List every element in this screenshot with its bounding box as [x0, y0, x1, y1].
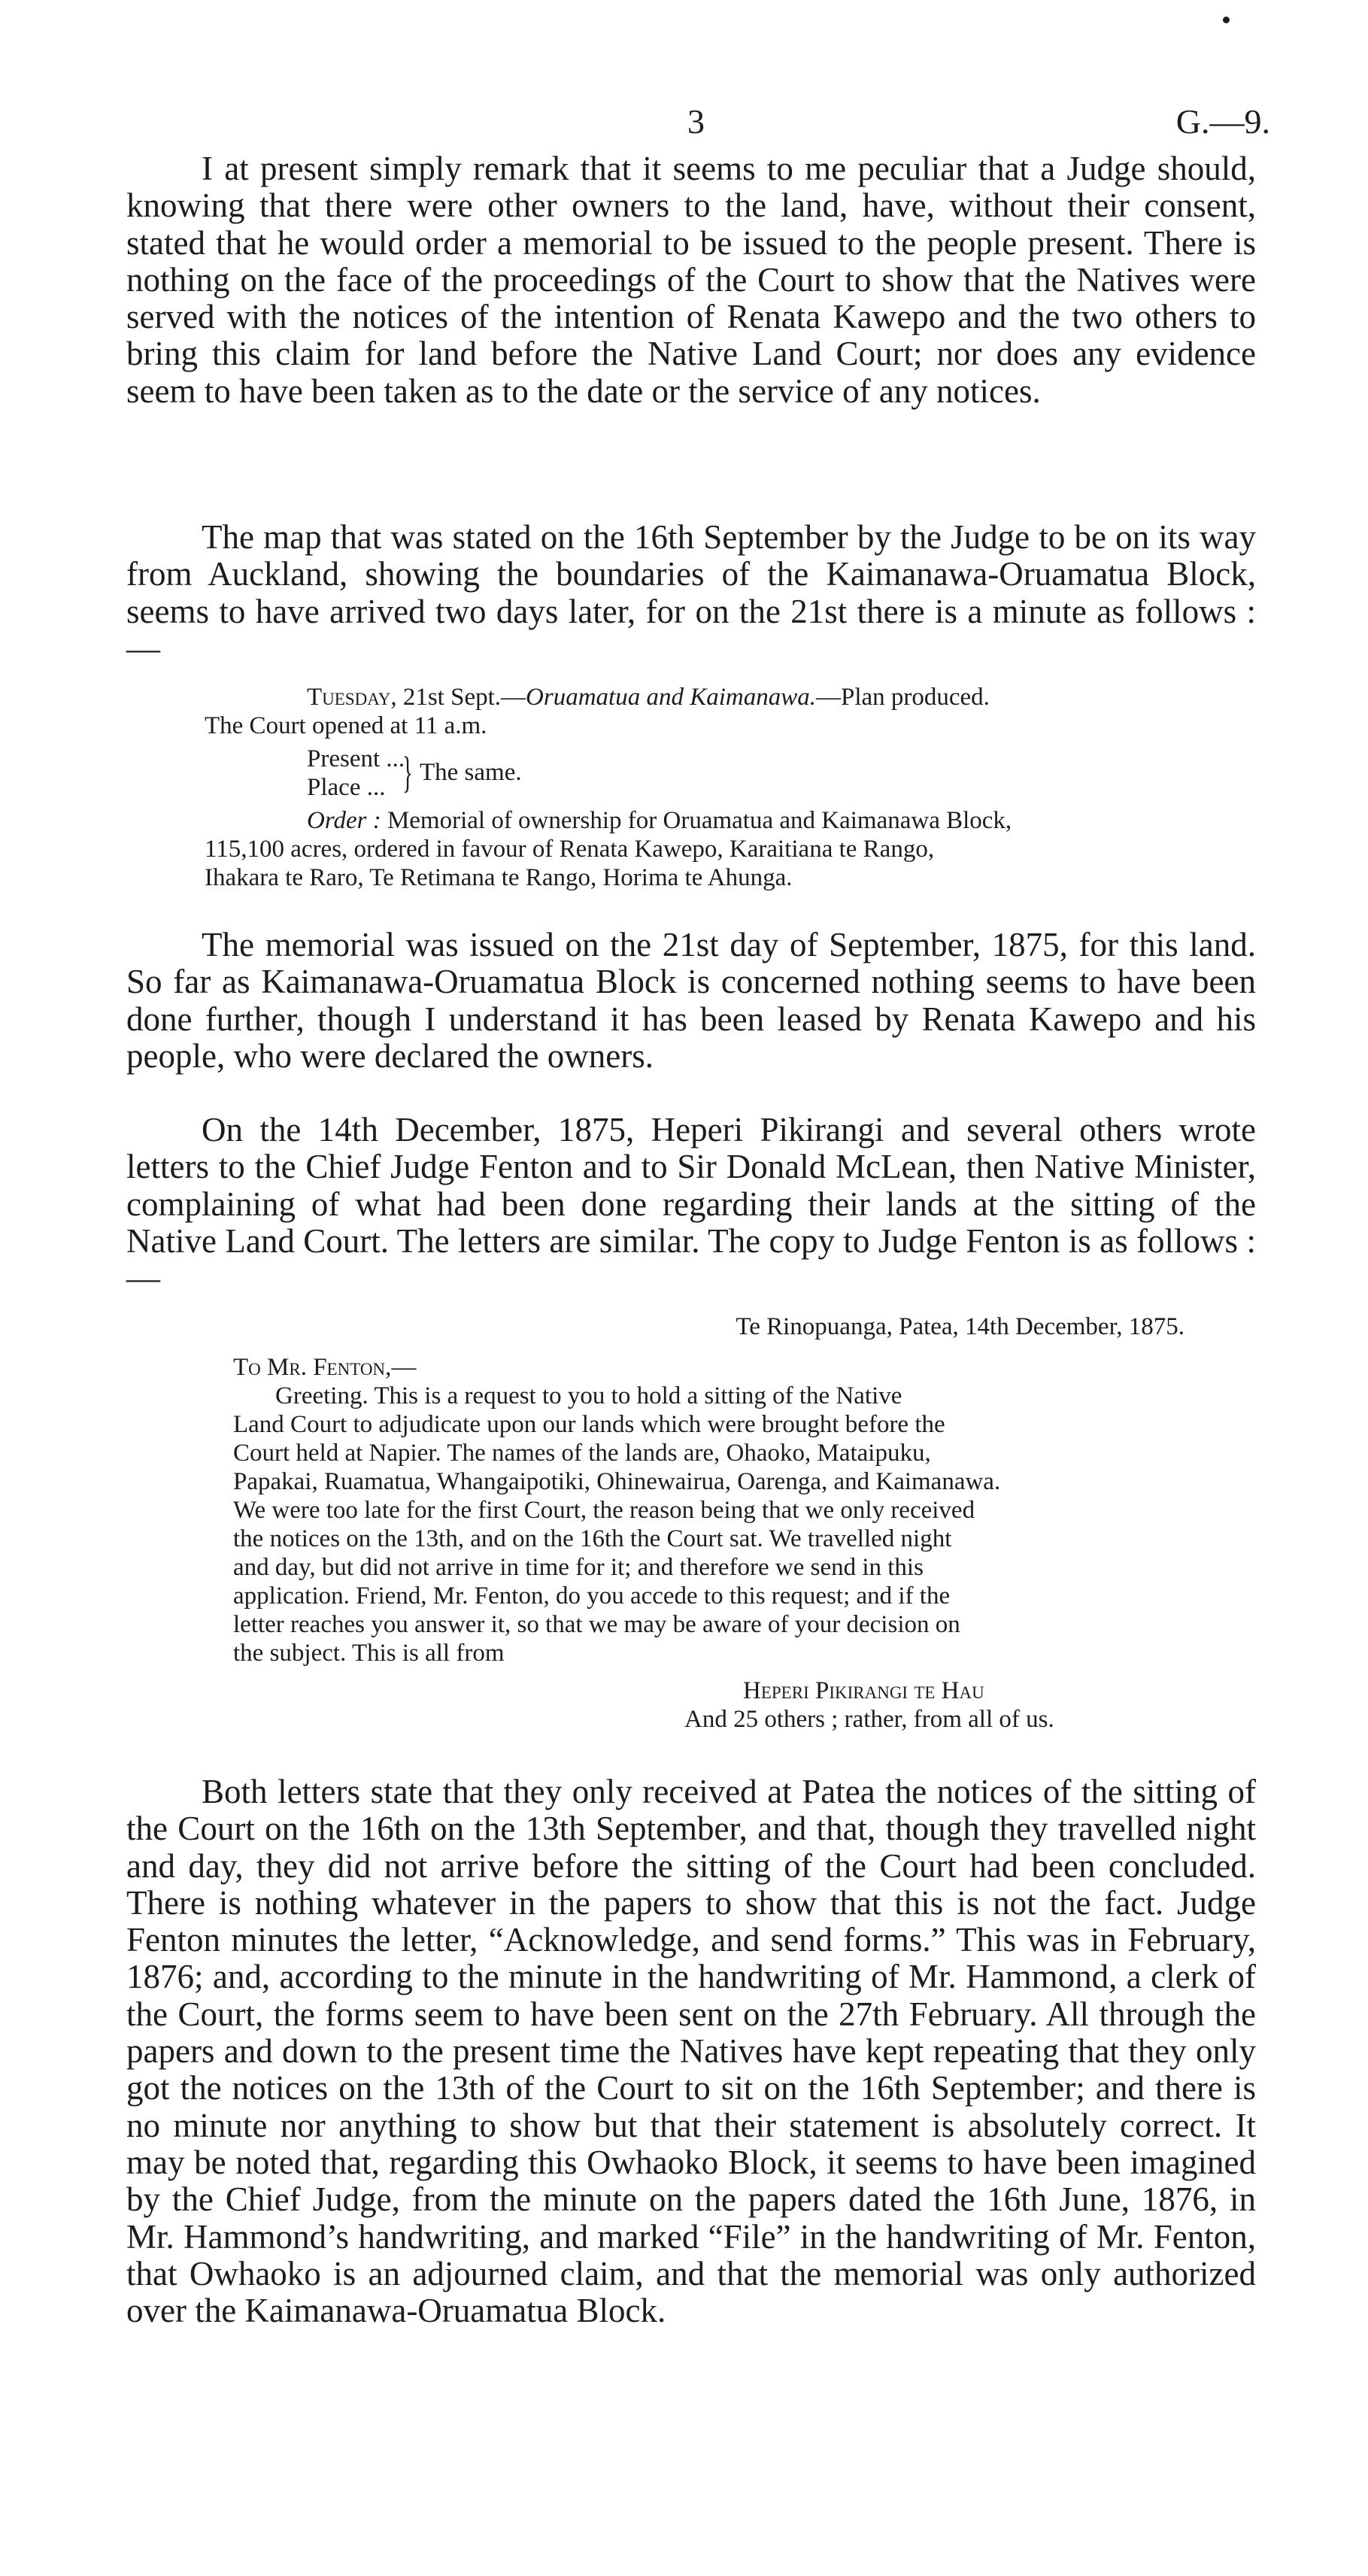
paragraph-4-block: [126, 1112, 1256, 1297]
brace-mark: }: [402, 748, 413, 796]
letter-line: Land Court to adjudicate upon our lands which were brought before the: [233, 1411, 945, 1438]
letter-line: Greeting. This is a request to you to hold a sitting of the Native: [275, 1382, 902, 1409]
paragraph-4: On the 14th December, 1875, Heperi Pikirangi and several others wrote letters to the Chief Judge Fenton and to Sir Donald McLean, then Native Minister, complaining of what had been done regarding their lands at the sitting of the Native Land Court. The letters are similar. The copy to Judge Fenton is as follows :—: [126, 1111, 1256, 1297]
letter-signature: Heperi Pikirangi te Hau: [743, 1677, 984, 1704]
page-number: 3: [687, 102, 705, 141]
minute-day: Tuesday,: [307, 684, 397, 711]
attendance-labels: [307, 745, 405, 802]
minute-attendance: [307, 745, 1254, 802]
order-line-2: 115,100 acres, ordered in favour of Renata Kawepo, Karaitiana te Rango,: [205, 836, 935, 863]
minute-lands: Oruamatua and Kaimanawa.: [526, 684, 816, 711]
letter: [233, 1312, 1256, 1734]
place-label: Place ...: [307, 774, 386, 801]
letter-line: the notices on the 13th, and on the 16th the Court sat. We travelled night: [233, 1525, 952, 1552]
paragraph-2-block: [126, 519, 1256, 667]
paragraph-3-block: [126, 927, 1256, 1075]
letter-line: letter reaches you answer it, so that we may be aware of your decision on: [233, 1611, 960, 1638]
letter-salutation: To Mr. Fenton,—: [233, 1354, 417, 1381]
document-reference: G.—9.: [1175, 102, 1270, 141]
minute-opened: The Court opened at 11 a.m.: [205, 712, 487, 739]
letter-line: and day, but did not arrive in time for it; and therefore we send in this: [233, 1554, 924, 1581]
present-label: Present ...: [307, 745, 405, 772]
paragraph-3: The memorial was issued on the 21st day of September, 1875, for this land. So far as Kaimanawa-Oruamatua Block is concerned nothing seems to have been done further, though I understand it has been leased by Renata Kawepo and his people, who were declared the owners.: [126, 926, 1256, 1075]
letter-line: We were too late for the first Court, the reason being that we only received: [233, 1497, 975, 1524]
speck-mark: [1223, 17, 1230, 23]
paragraph-2: The map that was stated on the 16th September by the Judge to be on its way from Auckland, showing the boundaries of the Kaimanawa-Oruamatua Block, seems to have arrived two days later, for on the 21st there is a minute as follows :—: [126, 518, 1256, 667]
paragraph-1-block: [126, 150, 1256, 410]
letter-others: And 25 others ; rather, from all of us.: [684, 1706, 1054, 1733]
letter-line: Papakai, Ruamatua, Whangaipotiki, Ohinewairua, Oarenga, and Kaimanawa.: [233, 1468, 1001, 1495]
letter-line: the subject. This is all from: [233, 1640, 505, 1667]
minute-date: 21st Sept.—: [402, 684, 526, 711]
order-line-3: Ihakara te Raro, Te Retimana te Rango, Horima te Ahunga.: [205, 864, 793, 891]
order-line-1: Order : Memorial of ownership for Oruamatua and Kaimanawa Block,: [307, 807, 1012, 834]
letter-place-date: Te Rinopuanga, Patea, 14th December, 1875.: [736, 1313, 1184, 1340]
order-label: Order :: [307, 807, 381, 834]
letter-line: Court held at Napier. The names of the lands are, Ohaoko, Mataipuku,: [233, 1440, 931, 1467]
letter-line: application. Friend, Mr. Fenton, do you accede to this request; and if the: [233, 1582, 951, 1610]
minute-heading: [205, 683, 1254, 712]
paragraph-5: Both letters state that they only received at Patea the notices of the sitting of the Court on the 16th on the 13th September, and that, though they travelled night and day, they did not arrive before the sitting of the Court had been concluded. There is nothing whatever in the papers to show that this is not the fact. Judge Fenton minutes the letter, “Acknowledge, and send forms.” This was in February, 1876; and, according to the minute in the handwriting of Mr. Hammond, a clerk of the Court, the forms seem to have been sent on the 27th February. All through the papers and down to the present time the Natives have kept repeating that they only got the notices on the 13th of the Court to sit on the 16th September; and there is no minute nor anything to show but that their statement is absolutely correct. It may be noted that, regarding this Owhaoko Block, it seems to have been imagined by the Chief Judge, from the minute on the papers dated the 16th June, 1876, in Mr. Hammond’s handwriting, and marked “File” in the handwriting of Mr. Fenton, that Owhaoko is an adjourned claim, and that the memorial was only authorized over the Kaimanawa-Oruamatua Block.: [126, 1773, 1256, 2330]
brace-text: The same.: [420, 759, 522, 786]
court-minute: [205, 683, 1254, 892]
paragraph-1: I at present simply remark that it seems to me peculiar that a Judge should, knowing that there were other owners to the land, have, without their consent, stated that he would order a memorial to be issued to the people present. There is nothing on the face of the proceedings of the Court to show that the Natives were served with the notices of the intention of Renata Kawepo and the two others to bring this claim for land before the Native Land Court; nor does any evidence seem to have been taken as to the date or the service of any notices.: [126, 150, 1256, 410]
minute-plan: —Plan produced.: [815, 684, 990, 711]
paragraph-5-block: [126, 1773, 1256, 2329]
